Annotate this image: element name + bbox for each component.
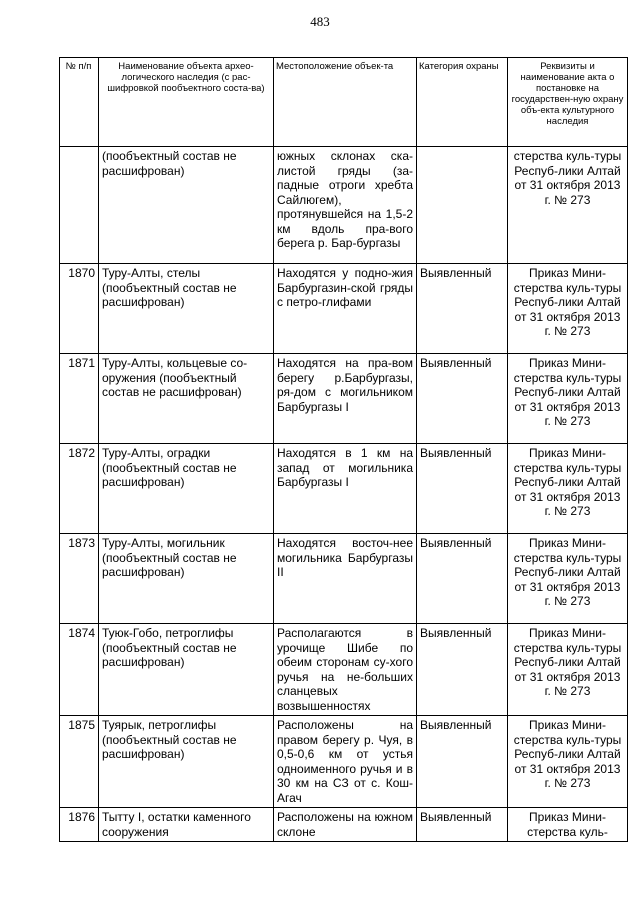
table-row	[60, 534, 628, 624]
row-location: Находятся восточ-нее могильника Барбургазы II	[274, 534, 417, 624]
row-category: Выявленный	[417, 808, 508, 842]
row-num: 1871	[60, 354, 99, 444]
row-num: 1875	[60, 716, 99, 808]
page-number: 483	[310, 14, 330, 29]
row-name: (пообъектный состав не расшифрован)	[99, 147, 274, 264]
row-num: 1873	[60, 534, 99, 624]
table-row	[60, 716, 628, 808]
table-header-row	[60, 58, 628, 147]
row-category	[417, 147, 508, 264]
row-location: Расположены на правом берегу р. Чуя, в 0,5-0,6 км от устья одноименного ручья и в 30 км на СЗ от с. Кош-Агач	[274, 716, 417, 808]
table-row	[60, 444, 628, 534]
row-location: Располагаются в урочище Шибе по обеим сторонам су-хого ручья на не-больших сланцевых возвышенностях	[274, 624, 417, 716]
row-requisites: Приказ Мини-стерства куль-туры Респуб-лики Алтай от 31 октября 2013 г. № 273	[508, 624, 628, 716]
row-category: Выявленный	[417, 534, 508, 624]
row-num: 1874	[60, 624, 99, 716]
row-requisites: Приказ Мини-стерства куль-	[508, 808, 628, 842]
header-category: Категория охраны	[417, 58, 508, 147]
row-num: 1872	[60, 444, 99, 534]
row-name: Туру-Алты, могильник (пообъектный состав не расшифрован)	[99, 534, 274, 624]
row-name: Туру-Алты, кольцевые со-оружения (пообъектный состав не расшифрован)	[99, 354, 274, 444]
header-requisites: Реквизиты и наименование акта о постановке на государствен-ную охрану объ-екта культурного наследия	[508, 58, 628, 147]
row-category: Выявленный	[417, 624, 508, 716]
row-num: 1870	[60, 264, 99, 354]
row-requisites: Приказ Мини-стерства куль-туры Респуб-лики Алтай от 31 октября 2013 г. № 273	[508, 264, 628, 354]
table-row	[60, 264, 628, 354]
table-row	[60, 808, 628, 842]
row-category: Выявленный	[417, 716, 508, 808]
row-requisites: стерства куль-туры Респуб-лики Алтай от 31 октября 2013 г. № 273	[508, 147, 628, 264]
row-name: Туру-Алты, стелы (пообъектный состав не расшифрован)	[99, 264, 274, 354]
row-category: Выявленный	[417, 354, 508, 444]
row-location: Находятся в 1 км на запад от могильника Барбургазы I	[274, 444, 417, 534]
row-requisites: Приказ Мини-стерства куль-туры Респуб-лики Алтай от 31 октября 2013 г. № 273	[508, 354, 628, 444]
row-category: Выявленный	[417, 444, 508, 534]
row-location: Находятся на пра-вом берегу р.Барбургазы, ря-дом с могильником Барбургазы I	[274, 354, 417, 444]
table-row	[60, 354, 628, 444]
row-requisites: Приказ Мини-стерства куль-туры Респуб-лики Алтай от 31 октября 2013 г. № 273	[508, 444, 628, 534]
row-num	[60, 147, 99, 264]
row-location: Расположены на южном склоне	[274, 808, 417, 842]
row-requisites: Приказ Мини-стерства куль-туры Респуб-лики Алтай от 31 октября 2013 г. № 273	[508, 534, 628, 624]
row-location: южных склонах ска-листой гряды (за-падные отроги хребта Сайлюгем), протянувшейся на 1,5-2 км вдоль пра-вого берега р. Бар-бургазы	[274, 147, 417, 264]
row-name: Туру-Алты, оградки (пообъектный состав не расшифрован)	[99, 444, 274, 534]
row-name: Туюк-Гобо, петроглифы (пообъектный состав не расшифрован)	[99, 624, 274, 716]
header-location: Местоположение объек-та	[274, 58, 417, 147]
row-category: Выявленный	[417, 264, 508, 354]
header-name: Наименование объекта архео-логического наследия (с рас-шифровкой пообъектного соста-ва)	[99, 58, 274, 147]
row-name: Тытту I, остатки каменного сооружения	[99, 808, 274, 842]
header-num: № п/п	[60, 58, 99, 147]
row-name: Туярык, петроглифы (пообъектный состав не расшифрован)	[99, 716, 274, 808]
row-requisites: Приказ Мини-стерства куль-туры Респуб-лики Алтай от 31 октября 2013 г. № 273	[508, 716, 628, 808]
row-num: 1876	[60, 808, 99, 842]
table-row	[60, 147, 628, 264]
table-row	[60, 624, 628, 716]
heritage-objects-table	[59, 57, 628, 842]
row-location: Находятся у подно-жия Барбургазин-ской гряды с петро-глифами	[274, 264, 417, 354]
